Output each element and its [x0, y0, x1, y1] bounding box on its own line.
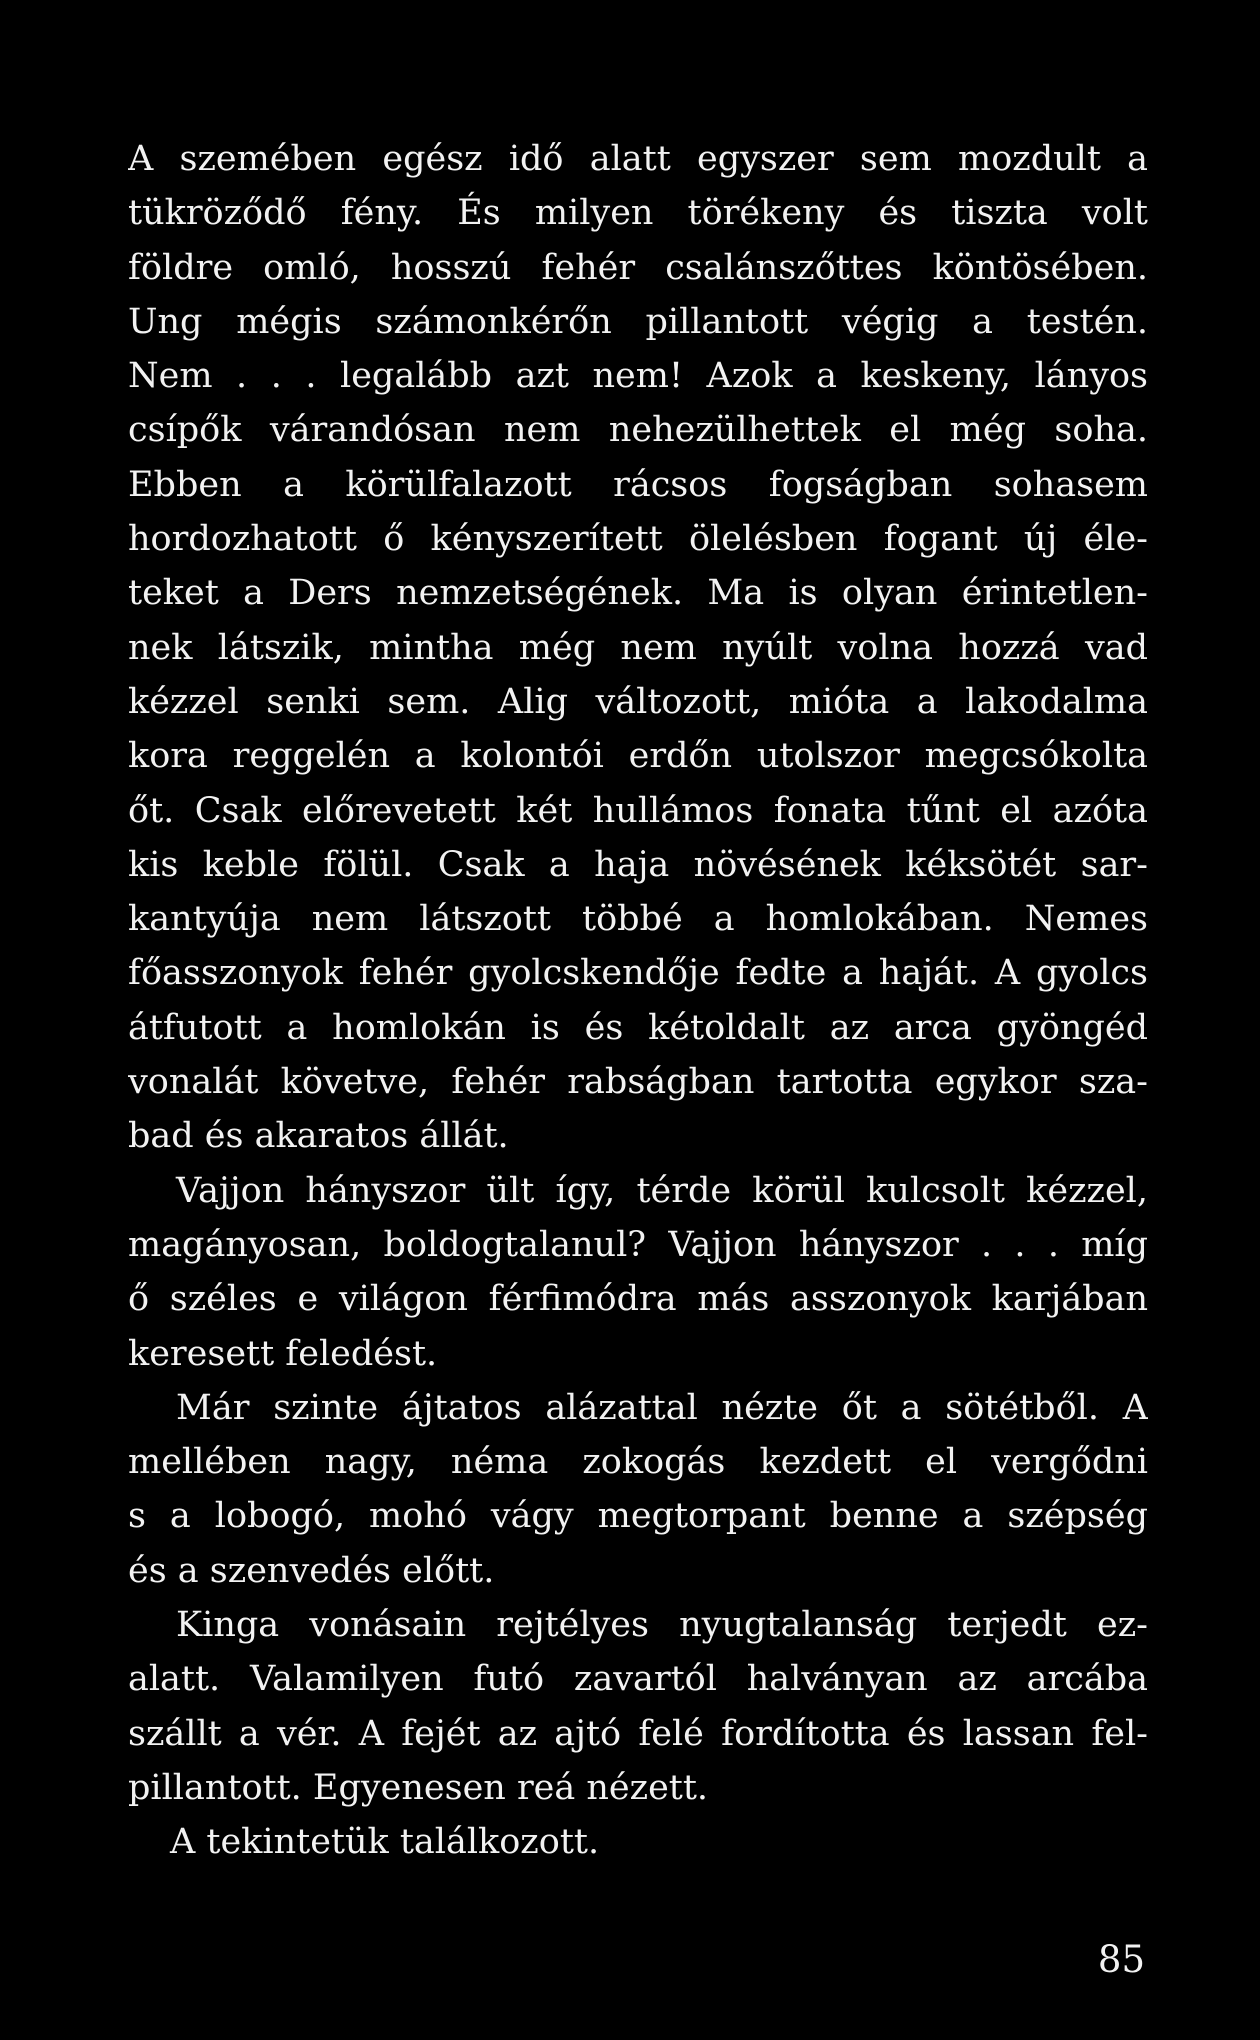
text-line: teket a Ders nemzetségének. Ma is olyan érintetlen-: [128, 573, 1148, 614]
text-line: kantyúja nem látszott többé a homlokában. Nemes: [128, 899, 1148, 940]
text-line: kis keble fölül. Csak a haja növésének kéksötét sar-: [128, 844, 1148, 885]
text-line: átfutott a homlokán is és kétoldalt az arca gyöngéd: [128, 1007, 1148, 1048]
final-line: A tekintetük találkozott.: [170, 1822, 600, 1863]
paragraph-end-line: keresett feledést.: [128, 1333, 438, 1374]
text-line: tükröződő fény. És milyen törékeny és tiszta volt: [128, 193, 1148, 234]
text-line: csípők várandósan nem nehezülhettek el még soha.: [128, 410, 1148, 451]
text-line: ő széles e világon férfimódra más asszonyok karjában: [128, 1279, 1148, 1320]
text-line: mellében nagy, néma zokogás kezdett el vergődni: [128, 1442, 1148, 1483]
page-number: 85: [1097, 1938, 1145, 1981]
text-line: Ebben a körülfalazott rácsos fogságban sohasem: [128, 464, 1148, 505]
paragraph-start-line: Már szinte ájtatos alázattal nézte őt a sötétből. A: [176, 1387, 1148, 1428]
text-line: földre omló, hosszú fehér csalánszőttes köntösében.: [128, 247, 1148, 288]
text-line: kézzel senki sem. Alig változott, mióta a lakodalma: [128, 681, 1148, 722]
text-line: őt. Csak előrevetett két hullámos fonata tűnt el azóta: [128, 790, 1148, 831]
text-line: vonalát követve, fehér rabságban tartotta egykor sza-: [128, 1062, 1148, 1103]
text-line: szállt a vér. A fejét az ajtó felé fordította és lassan fel-: [128, 1713, 1148, 1754]
paragraph-end-line: és a szenvedés előtt.: [128, 1550, 495, 1591]
paragraph-end-line: pillantott. Egyenesen reá nézett.: [128, 1767, 709, 1808]
paragraph-start-line: Kinga vonásain rejtélyes nyugtalanság terjedt ez-: [176, 1605, 1148, 1646]
text-line: hordozhatott ő kényszerített ölelésben fogant új éle-: [128, 519, 1148, 560]
text-line: magányosan, boldogtalanul? Vajjon hányszor . . . míg: [128, 1224, 1148, 1265]
text-line: alatt. Valamilyen futó zavartól halványan az arcába: [128, 1659, 1148, 1700]
text-line: Nem . . . legalább azt nem! Azok a keskeny, lányos: [128, 356, 1148, 397]
text-line: Ung mégis számonkérőn pillantott végig a testén.: [128, 301, 1148, 342]
text-line: A szemében egész idő alatt egyszer sem mozdult a: [128, 139, 1148, 179]
body-text: [128, 132, 1148, 1870]
text-line: kora reggelén a kolontói erdőn utolszor megcsókolta: [128, 736, 1148, 777]
paragraph-start-line: Vajjon hányszor ült így, térde körül kulcsolt kézzel,: [176, 1170, 1148, 1211]
text-line: nek látszik, mintha még nem nyúlt volna hozzá vad: [128, 627, 1148, 668]
paragraph-end-line: bad és akaratos állát.: [128, 1116, 509, 1157]
text-line: s a lobogó, mohó vágy megtorpant benne a szépség: [128, 1496, 1148, 1537]
text-line: főasszonyok fehér gyolcskendője fedte a haját. A gyolcs: [128, 953, 1148, 994]
